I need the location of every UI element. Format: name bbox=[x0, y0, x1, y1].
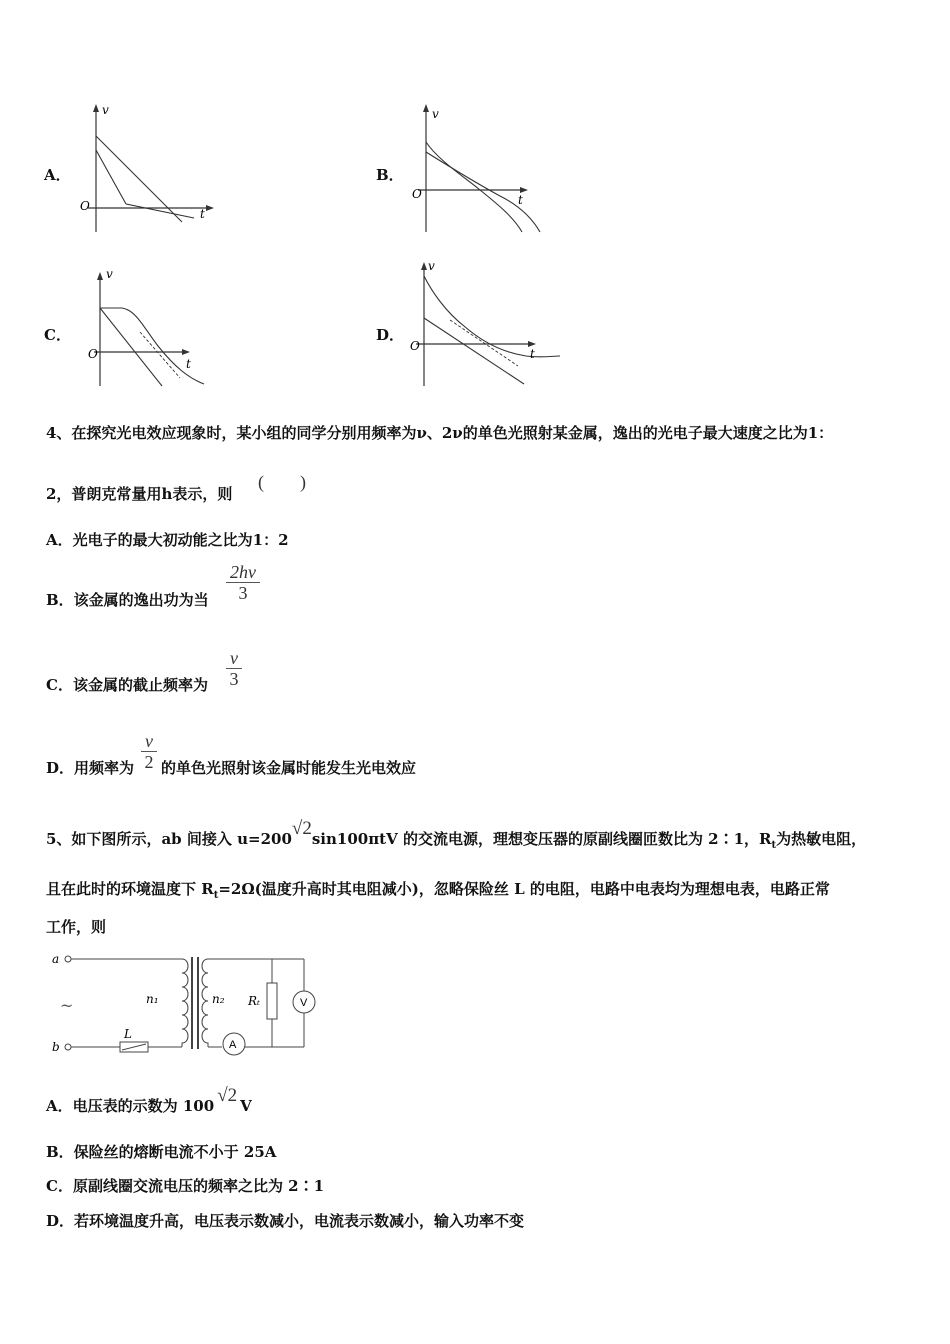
svg-text:~: ~ bbox=[60, 996, 74, 1015]
q4-option-a: A．光电子的最大初动能之比为1：2 bbox=[46, 531, 289, 549]
fraction-2hv-over-3: 2hν 3 bbox=[226, 562, 260, 603]
svg-text:Rₜ: Rₜ bbox=[248, 994, 260, 1008]
svg-text:O: O bbox=[410, 339, 420, 353]
fraction-v-over-2: ν 2 bbox=[141, 731, 157, 772]
q4-option-b: B．该金属的逸出功为当 bbox=[46, 591, 209, 609]
fraction-v-over-3: ν 3 bbox=[226, 648, 242, 689]
graph-d bbox=[406, 256, 566, 391]
svg-text:t: t bbox=[518, 193, 523, 207]
q4-option-c: C．该金属的截止频率为 bbox=[46, 676, 208, 694]
svg-text:a: a bbox=[52, 952, 60, 966]
svg-text:v: v bbox=[106, 267, 113, 281]
graph-a bbox=[78, 100, 218, 235]
q5-stem-line2: 且在此时的环境温度下 $R_t=2\Omega$(温度升高时其电阻减小)，忽略保险丝 L 的电阻，电路中电表均为理想电表，电路正常 bbox=[46, 880, 830, 901]
svg-text:t: t bbox=[530, 347, 535, 361]
q5-option-a: A．电压表的示数为 100 √2 V bbox=[46, 1085, 252, 1115]
q5-option-c: C．原副线圈交流电压的频率之比为 2∶1 bbox=[46, 1177, 325, 1195]
svg-text:b: b bbox=[52, 1040, 60, 1054]
q4-stem-line2: 2，普朗克常量用h表示，则 bbox=[46, 485, 233, 503]
q5-option-d: D．若环境温度升高，电压表示数减小，电流表示数减小，输入功率不变 bbox=[46, 1212, 525, 1230]
svg-text:t: t bbox=[186, 357, 191, 371]
q5-option-b: B．保险丝的熔断电流不小于 25A bbox=[46, 1143, 277, 1161]
v-axis-label: v bbox=[102, 103, 109, 117]
graph-b bbox=[408, 100, 548, 235]
svg-text:A: A bbox=[229, 1039, 237, 1051]
svg-text:O: O bbox=[88, 347, 98, 361]
option-c-label: C． bbox=[44, 326, 71, 344]
option-a-label: A． bbox=[44, 166, 71, 184]
q4-option-d-prefix: D．用频率为 bbox=[46, 759, 135, 777]
t-axis-label: t bbox=[200, 207, 205, 221]
graph-c bbox=[84, 266, 224, 391]
svg-text:V: V bbox=[300, 997, 308, 1009]
svg-text:O: O bbox=[412, 187, 422, 201]
sqrt-2: √2 bbox=[291, 818, 312, 839]
svg-text:n₂: n₂ bbox=[212, 992, 225, 1006]
svg-text:v: v bbox=[428, 259, 435, 273]
option-b-label: B． bbox=[376, 166, 404, 184]
option-d-label: D． bbox=[376, 326, 405, 344]
svg-text:v: v bbox=[432, 107, 439, 121]
svg-text:n₁: n₁ bbox=[146, 992, 159, 1006]
transformer-circuit-diagram bbox=[48, 945, 333, 1060]
origin-label: O bbox=[80, 199, 90, 213]
svg-text:L: L bbox=[124, 1027, 132, 1041]
q4-stem-line1: 4、在探究光电效应现象时，某小组的同学分别用频率为ν、2ν的单色光照射某金属，逸出的光电子最大速度之比为1： bbox=[46, 424, 834, 442]
q5-stem-line1: 5、如下图所示，ab 间接入 u=200√2sin100πtV 的交流电源，理想变压器的原副线圈匝数比为 2∶1，$R_t$为热敏电阻， bbox=[46, 818, 867, 851]
q4-option-d-suffix: 的单色光照射该金属时能发生光电效应 bbox=[161, 759, 417, 777]
q5-stem-line3: 工作，则 bbox=[46, 918, 107, 936]
answer-blank: ( ) bbox=[258, 472, 306, 492]
